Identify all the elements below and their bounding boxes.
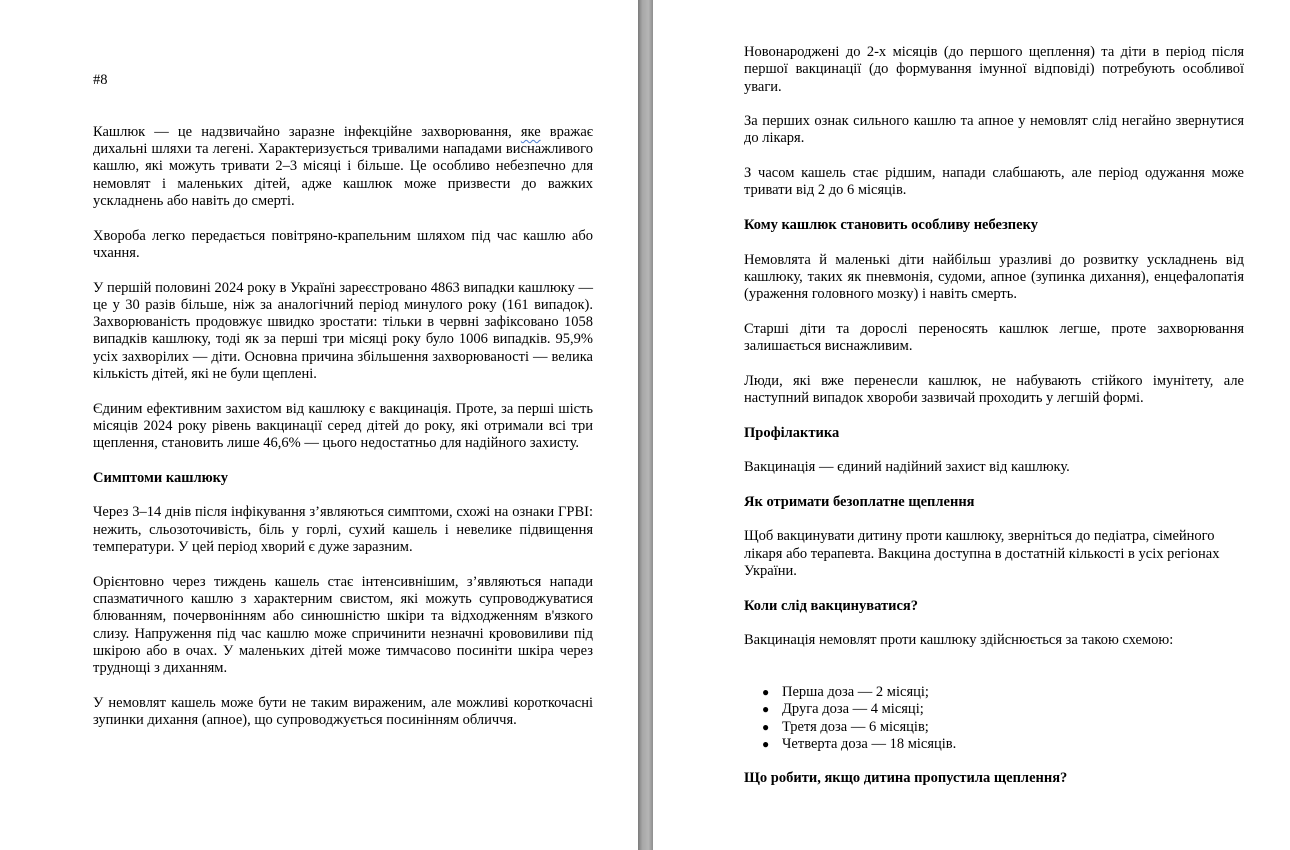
dose-label: Друга доза — 4 місяці; — [782, 701, 924, 718]
heading-missed-vaccination: Що робити, якщо дитина пропустила щеплення? — [744, 770, 1068, 787]
paragraph-statistics: У першій половині 2024 року в Україні зареєстровано 4863 випадки кашлюку — це у 30 разів більше, ніж за аналогічний період минулого року (161 випадок). Захворюваність продовжує швидко зростати: тільки в червні зафіксовано 1058 випадків кашлюку, тоді як за перші три місяці року було 1006 випадків. 95,9% усіх захворілих — діти. Основна причина збільшення захворюваності — велика кількість дітей, які не були щеплені. — [93, 279, 593, 383]
page-left-content — [93, 72, 593, 747]
intro-text-end: вражає дихальні шляхи та легені. Характеризується тривалими нападами виснажливого кашлю, які можуть тривати 2–3 місяці і більше. Це особливо небезпечно для немовлят і маленьких дітей, адже кашлюк може призвести до важких ускладнень або навіть до смерті. — [93, 123, 593, 210]
dose-label: Третя доза — 6 місяців; — [782, 718, 929, 735]
paragraph-infant-symptoms: У немовлят кашель може бути не таким вираженим, але можливі короткочасні зупинки дихання (апное), що супроводжується посинінням обличчя. — [93, 694, 593, 728]
heading-free-vaccination: Як отримати безоплатне щеплення — [744, 493, 975, 510]
paragraph-recovery: З часом кашель стає рідшим, напади слабшають, але період одужання може тривати від 2 до 6 місяців. — [744, 165, 1244, 199]
paragraph-transmission: Хвороба легко передається повітряно-крапельним шляхом під час кашлю або чхання. — [93, 227, 593, 261]
list-item — [762, 701, 1244, 718]
heading-risk-groups: Кому кашлюк становить особливу небезпеку — [744, 216, 1038, 233]
paragraph-immunity: Люди, які вже перенесли кашлюк, не набувають стійкого імунітету, але наступний випадок хвороби зазвичай проходить у легшій формі. — [744, 372, 1244, 406]
paragraph-vaccination-only: Вакцинація — єдиний надійний захист від кашлюку. — [744, 459, 1070, 476]
heading-when-to-vaccinate: Коли слід вакцинуватися? — [744, 597, 918, 614]
heading-prevention: Профілактика — [744, 424, 840, 441]
bullet-icon: ● — [762, 736, 770, 751]
bullet-icon: ● — [762, 719, 770, 734]
page-left[interactable] — [0, 0, 638, 850]
dose-schedule-list — [744, 684, 1244, 753]
page-right-content — [744, 44, 1244, 805]
empty-line — [744, 667, 1244, 684]
paragraph-see-doctor: За перших ознак сильного кашлю та апное у немовлят слід негайно звернутися до лікаря. — [744, 113, 1244, 147]
document-tag: #8 — [93, 72, 108, 88]
paragraph-adults: Старші діти та дорослі переносять кашлюк легше, проте захворювання залишається виснажливим. — [744, 320, 1244, 355]
page-right[interactable] — [653, 0, 1290, 850]
bullet-icon: ● — [762, 684, 770, 699]
paragraph-intro — [93, 124, 593, 210]
list-item — [762, 718, 1244, 736]
paragraph-infant-risk: Немовлята й маленькі діти найбільш уразливі до розвитку ускладнень від кашлюку, таких як пневмонія, судоми, апное (зупинка дихання), енцефалопатія (ураження головного мозку) і навіть смерть. — [744, 251, 1244, 303]
paragraph-early-symptoms: Через 3–14 днів після інфікування з’являються симптоми, схожі на ознаки ГРВІ: нежить, сльозоточивість, біль у горлі, сухий кашель і невелике підвищення температури. У цей період хворий є дуже заразним. — [93, 504, 593, 556]
paragraph-spasmodic-cough: Орієнтовно через тиждень кашель стає інтенсивнішим, з’являються напади спазматичного кашлю з характерним свистом, які можуть супроводжуватися блюванням, почервонінням або синюшністю шкіри та відходженням в'язкого слизу. Напруження під час кашлю може спричинити незначні крововиливи під шкірою або в очах. У маленьких дітей може тимчасово посиніти шкіра через труднощі з диханням. — [93, 573, 593, 677]
list-item — [762, 735, 1244, 753]
bullet-icon: ● — [762, 702, 770, 717]
spellcheck-flagged-word[interactable]: яке — [520, 123, 541, 140]
dose-label: Перша доза — 2 місяці; — [782, 683, 929, 700]
dose-label: Четверта доза — 18 місяців. — [782, 735, 957, 752]
paragraph-how-to-vaccinate: Щоб вакцинувати дитину проти кашлюку, зверніться до педіатра, сімейного лікаря або терапевта. Вакцина доступна в достатній кількості в усіх регіонах України. — [744, 528, 1220, 579]
paragraph-schedule-intro: Вакцинація немовлят проти кашлюку здійснюється за такою схемою: — [744, 632, 1174, 649]
intro-text-start: Кашлюк — це надзвичайно заразне інфекційне захворювання, — [93, 123, 521, 140]
list-item — [762, 683, 1244, 701]
paragraph-vaccination-rate: Єдиним ефективним захистом від кашлюку є вакцинація. Проте, за перші шість місяців 2024 року рівень вакцинації серед дітей до року, які отримали всі три щеплення, становить лише 46,6% — цього недостатньо для надійного захисту. — [93, 400, 593, 452]
heading-symptoms: Симптоми кашлюку — [93, 469, 229, 486]
page-gap — [638, 0, 653, 850]
paragraph-newborns: Новонароджені до 2-х місяців (до першого щеплення) та діти в період після першої вакцинації (до формування імунної відповіді) потребують особливої уваги. — [744, 44, 1244, 95]
